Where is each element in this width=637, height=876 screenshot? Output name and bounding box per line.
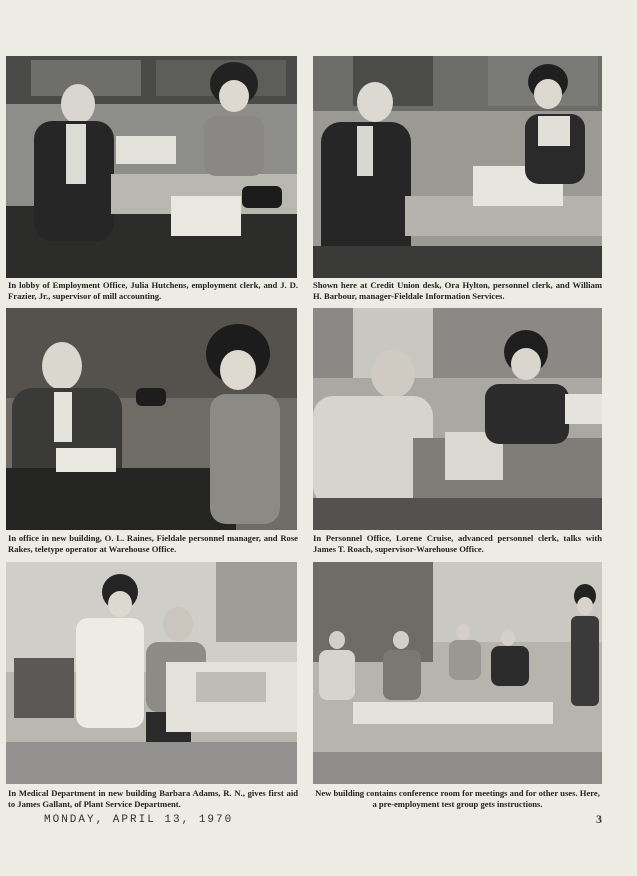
photo-caption: In lobby of Employment Office, Julia Hutchens, employment clerk, and J. D. Frazier, Jr., supervisor of mill accounting. — [8, 280, 298, 301]
photo-employment-lobby — [6, 56, 297, 278]
photo-caption: In Medical Department in new building Barbara Adams, R. N., gives first aid to James Gallant, of Plant Service Department. — [8, 788, 298, 809]
photo-credit-union-desk — [313, 56, 602, 278]
photo-conference-room — [313, 562, 602, 784]
photo-personnel-office — [313, 308, 602, 530]
photo-medical-department — [6, 562, 297, 784]
footer-date: MONDAY, APRIL 13, 1970 — [44, 814, 234, 826]
photo-caption: New building contains conference room for meetings and for other uses. Here, a pre-employment test group gets instructions. — [315, 788, 600, 809]
page-number: 3 — [596, 812, 602, 826]
photo-caption: Shown here at Credit Union desk, Ora Hylton, personnel clerk, and William H. Barbour, manager-Fieldale Information Services. — [313, 280, 602, 301]
photo-caption: In office in new building, O. L. Raines, Fieldale personnel manager, and Rose Rakes, teletype operator at Warehouse Office. — [8, 533, 298, 554]
photo-caption: In Personnel Office, Lorene Cruise, advanced personnel clerk, talks with James T. Roach, supervisor-Warehouse Office. — [313, 533, 602, 554]
photo-new-building-office — [6, 308, 297, 530]
